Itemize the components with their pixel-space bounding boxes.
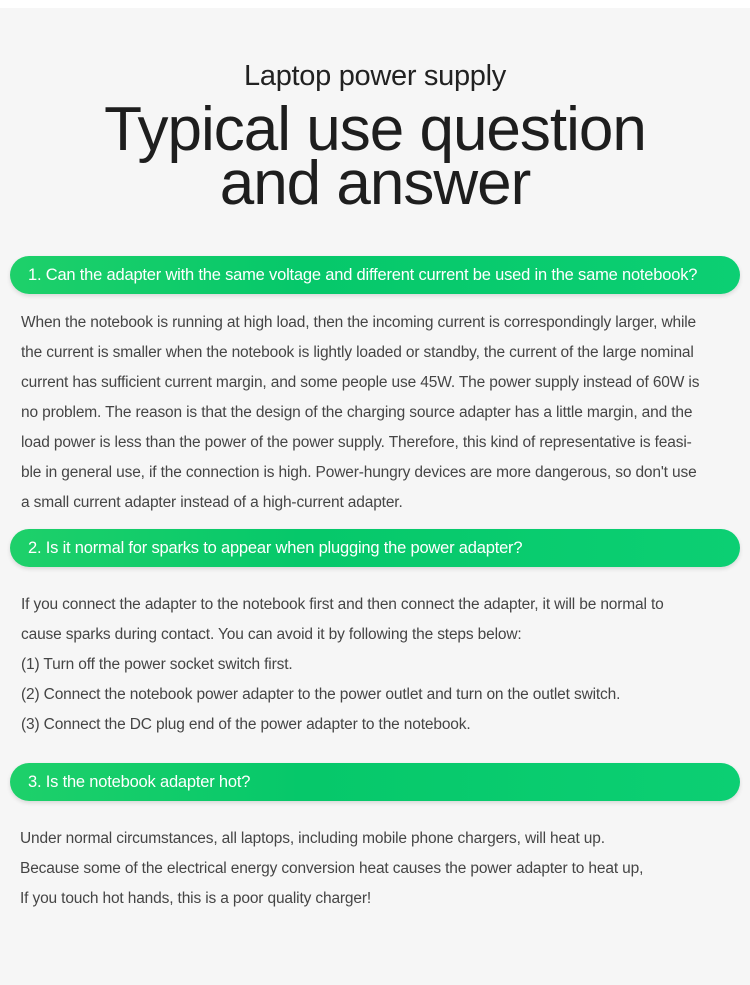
answer-1-line: no problem. The reason is that the design of the charging source adapter has a little margin, and the [21,404,693,421]
answer-1-line: a small current adapter instead of a high-current adapter. [21,494,403,511]
answer-2-line: (1) Turn off the power socket switch first. [21,656,293,673]
question-1-bar: 1. Can the adapter with the same voltage and different current be used in the same notebook? [10,256,740,294]
answer-2-line: If you connect the adapter to the notebook first and then connect the adapter, it will be normal to [21,596,664,613]
answer-2 [21,590,736,740]
page-title [0,95,750,218]
answer-1-line: current has sufficient current margin, and some people use 45W. The power supply instead of 60W is [21,374,700,391]
answer-2-line: cause sparks during contact. You can avoid it by following the steps below: [21,626,522,643]
answer-3-line: Under normal circumstances, all laptops, including mobile phone chargers, will heat up. [20,830,605,847]
top-strip [0,0,750,8]
answer-2-line: (2) Connect the notebook power adapter to the power outlet and turn on the outlet switch. [21,686,621,703]
answer-1-line: ble in general use, if the connection is high. Power-hungry devices are more dangerous, so don't use [21,464,697,481]
answer-1-line: load power is less than the power of the power supply. Therefore, this kind of representative is feasi- [21,434,692,451]
answer-3-line: If you touch hot hands, this is a poor quality charger! [20,890,372,907]
answer-2-line: (3) Connect the DC plug end of the power adapter to the notebook. [21,716,471,733]
answer-3 [20,824,735,914]
page-title-line-2: and answer [219,149,531,218]
question-2-bar: 2. Is it normal for sparks to appear when plugging the power adapter? [10,529,740,567]
page-subtitle: Laptop power supply [244,60,506,92]
answer-1-line: the current is smaller when the notebook is lightly loaded or standby, the current of the large nominal [21,344,694,361]
answer-1-line: When the notebook is running at high load, then the incoming current is correspondingly larger, while [21,314,697,331]
answer-1 [21,308,736,518]
question-3-bar: 3. Is the notebook adapter hot? [10,763,740,801]
answer-3-line: Because some of the electrical energy conversion heat causes the power adapter to heat up, [20,860,644,877]
page-title-line-1: Typical use question [104,95,646,164]
